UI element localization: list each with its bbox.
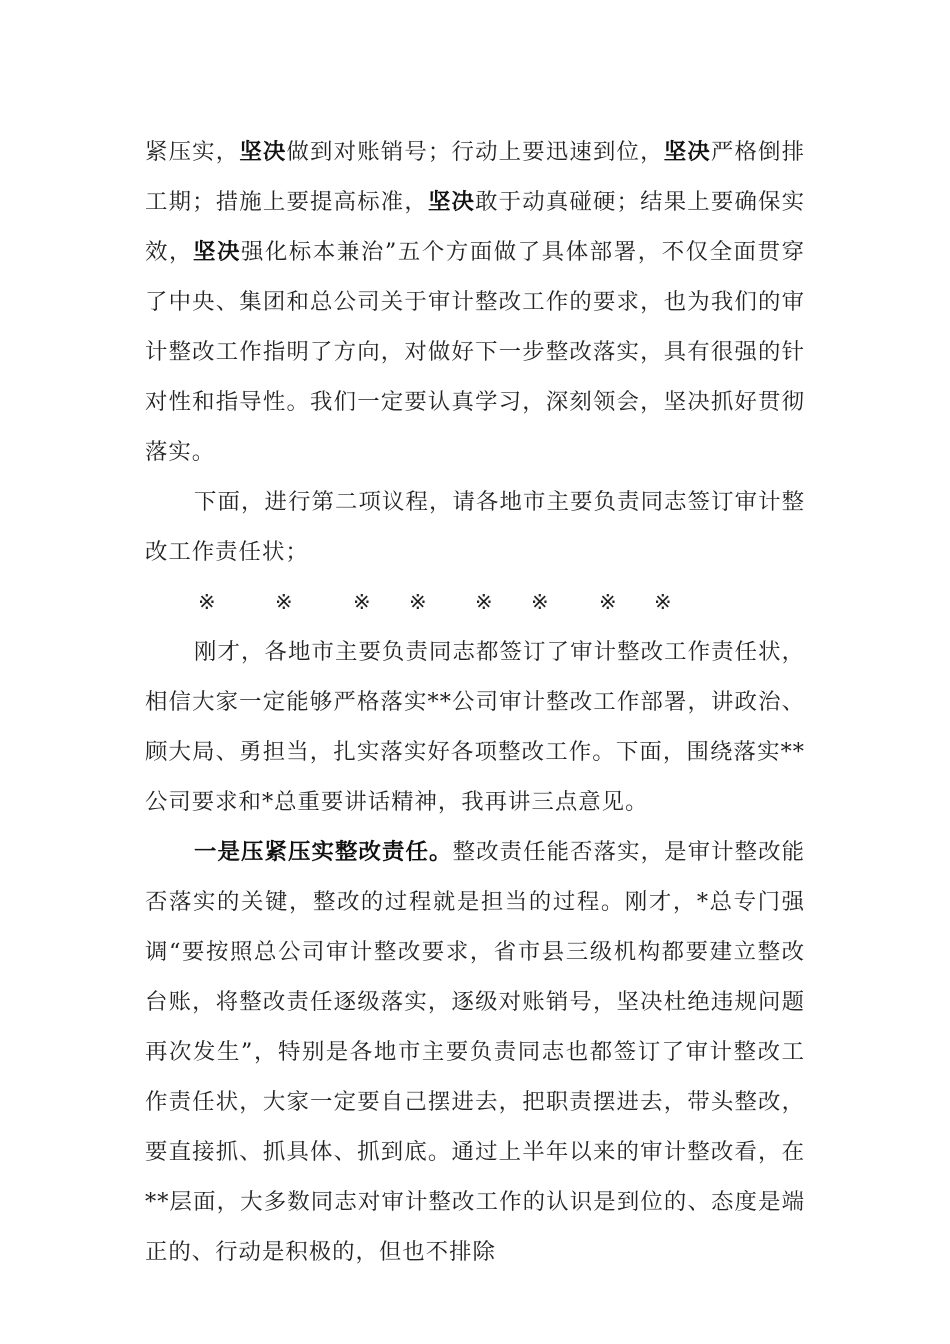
separator-mark: ※ — [599, 590, 617, 614]
body-text: 强化标本兼治”五个方面做了具体部署，不仅全面贯穿了中央、集团和总公司关于审计整改工作的要求，也为我们的审计整改工作指明了方向，对做好下一步整改落实，具有很强的针对性和指导性。我们一定要认真学习，深刻领会，坚决抓好贯彻落实。 — [145, 239, 805, 465]
body-text: 敢于动真碰硬；结果上要确保实效， — [145, 189, 805, 265]
separator-mark: ※ — [531, 590, 549, 614]
document-page — [145, 127, 805, 1277]
body-text: 刚才，各地市主要负责同志都签订了审计整改工作责任状，相信大家一定能够严格落实**公司审计整改工作部署，讲政治、顾大局、勇担当，扎实落实好各项整改工作。下面，围绕落实**公司要求和*总重要讲话精神，我再讲三点意见。 — [145, 639, 805, 815]
paragraph-1 — [145, 127, 805, 477]
emphasis-text: 坚决 — [239, 139, 287, 165]
body-text: 下面，进行第二项议程，请各地市主要负责同志签订审计整改工作责任状； — [145, 489, 805, 565]
paragraph-3 — [145, 627, 805, 827]
separator-mark: ※ — [275, 590, 293, 614]
body-text: 做到对账销号；行动上要迅速到位， — [286, 139, 664, 165]
paragraph-4 — [145, 827, 805, 1277]
separator-mark: ※ — [654, 590, 672, 614]
emphasis-text: 坚决 — [663, 139, 711, 165]
separator-mark: ※ — [198, 590, 216, 614]
emphasis-text: 坚决 — [427, 189, 476, 215]
body-text: 整改责任能否落实，是审计整改能否落实的关键，整改的过程就是担当的过程。刚才，*总专门强调“要按照总公司审计整改要求，省市县三级机构都要建立整改台账，将整改责任逐级落实，逐级对账销号，坚决杜绝违规问题再次发生”，特别是各地市主要负责同志也都签订了审计整改工作责任状，大家一定要自己摆进去，把职责摆进去，带头整改，要直接抓、抓具体、抓到底。通过上半年以来的审计整改看，在**层面，大多数同志对审计整改工作的认识是到位的、态度是端正的、行动是积极的，但也不排除 — [145, 839, 806, 1265]
emphasis-text: 坚决 — [192, 239, 241, 265]
paragraph-2 — [145, 477, 805, 577]
emphasis-text: 一是压紧压实整改责任。 — [194, 839, 453, 865]
separator-mark: ※ — [353, 590, 371, 614]
section-separator — [145, 577, 805, 627]
separator-mark: ※ — [409, 590, 427, 614]
body-text: 紧压实， — [145, 139, 240, 165]
body-text: 严格倒排工期；措施上要提高标准， — [145, 139, 805, 215]
separator-mark: ※ — [475, 590, 493, 614]
